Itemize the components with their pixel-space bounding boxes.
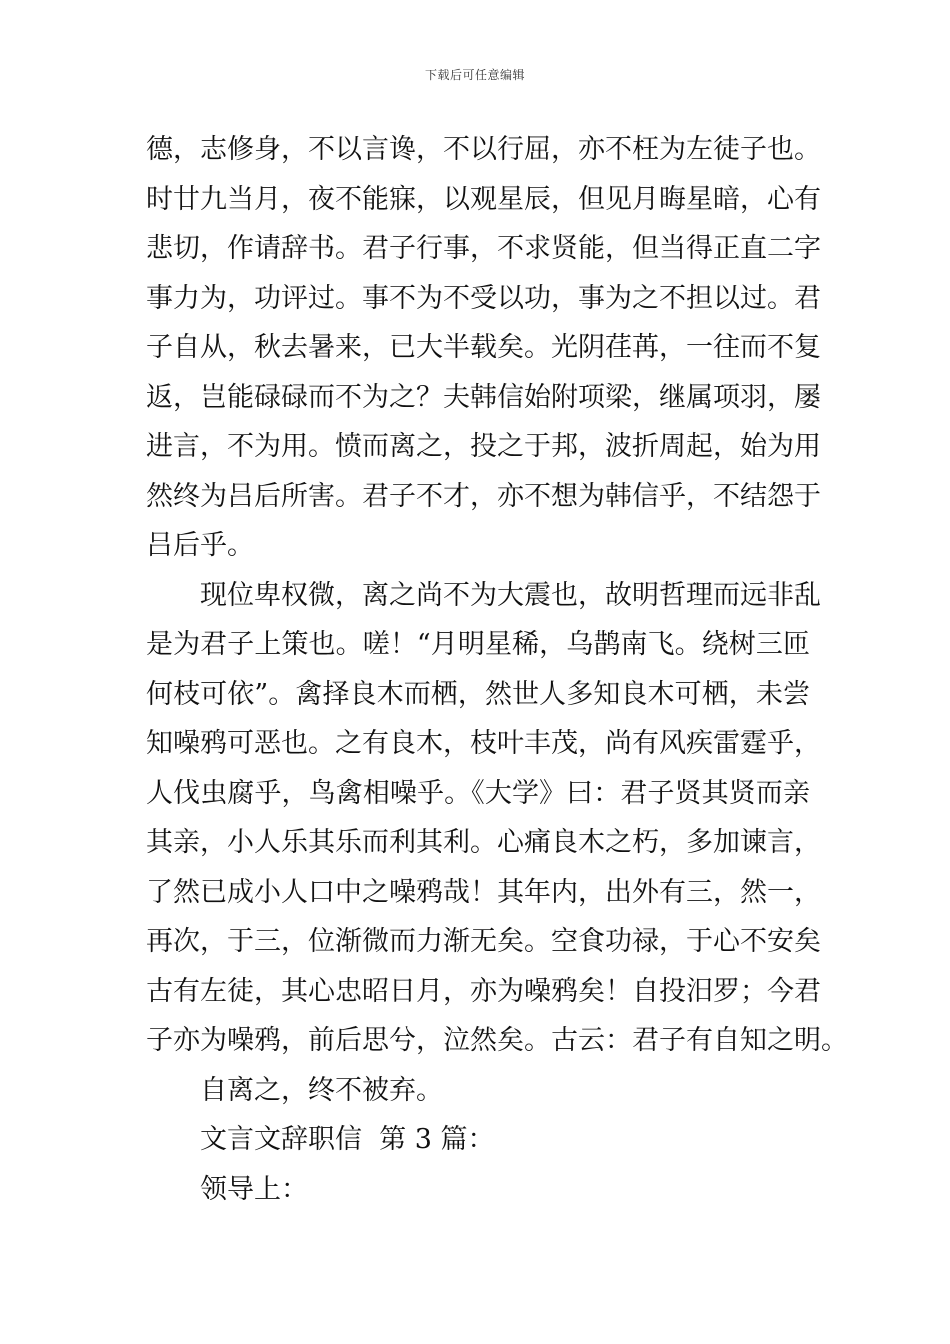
text-line: 进言，不为用。愤而离之，投之于邦，波折周起，始为用	[146, 431, 821, 462]
text-line: 是为君子上策也。嗟！“月明星稀，乌鹊南飞。绕树三匝	[146, 629, 810, 660]
text-line: 时廿九当月，夜不能寐，以观星辰，但见月晦星暗，心有	[146, 183, 821, 215]
text-line: 子自从，秋去暑来，已大半载矣。光阴荏苒，一往而不复	[146, 332, 821, 363]
salutation	[146, 1165, 810, 1215]
text-line: 吕后乎。	[146, 530, 254, 561]
document-body	[146, 125, 848, 1214]
paragraph-1	[146, 125, 821, 571]
text-line: 古有左徒，其心忠昭日月，亦为噪鸦矣！自投汨罗；今君	[146, 975, 821, 1007]
text-line: 了然已成小人口中之噪鸦哉！其年内，出外有三，然一，	[146, 876, 821, 908]
text-line: 悲切，作请辞书。君子行事，不求贤能，但当得正直二字	[146, 233, 821, 264]
paragraph-3	[146, 1066, 810, 1116]
text-line: 领导上：	[200, 1173, 308, 1205]
text-line: 何枝可依”。禽择良木而栖，然世人多知良木可栖，未尝	[146, 678, 810, 710]
text-line: 事力为，功评过。事不为不受以功，事为之不担以过。君	[146, 282, 821, 314]
text-line: 德，志修身，不以言谗，不以行屈，亦不枉为左徒子也。	[146, 134, 821, 165]
text-line: 其亲，小人乐其乐而利其利。心痛良木之朽，多加谏言，	[146, 827, 821, 858]
text-line: 人伐虫腐乎，鸟禽相噪乎。《大学》曰：君子贤其贤而亲	[146, 777, 810, 809]
text-line: 现位卑权微，离之尚不为大震也，故明哲理而远非乱	[200, 579, 821, 611]
section-heading	[146, 1115, 810, 1165]
text-line: 然终为吕后所害。君子不才，亦不想为韩信乎，不结怨于	[146, 480, 821, 512]
page-header: 下载后可任意编辑	[424, 68, 525, 82]
text-line: 知噪鸦可恶也。之有良木，枝叶丰茂，尚有风疾雷霆乎，	[146, 728, 821, 759]
text-line: 返，岂能碌碌而不为之？夫韩信始附项梁，继属项羽，屡	[146, 381, 821, 413]
text-line: 子亦为噪鸦，前后思兮，泣然矣。古云：君子有自知之明。	[146, 1025, 848, 1056]
text-line: 再次，于三，位渐微而力渐无矣。空食功禄，于心不安矣	[146, 926, 821, 957]
text-line: 文言文辞职信 第 3 篇：	[200, 1124, 495, 1155]
paragraph-2	[146, 571, 848, 1066]
text-line: 自离之，终不被弃。	[200, 1074, 443, 1106]
